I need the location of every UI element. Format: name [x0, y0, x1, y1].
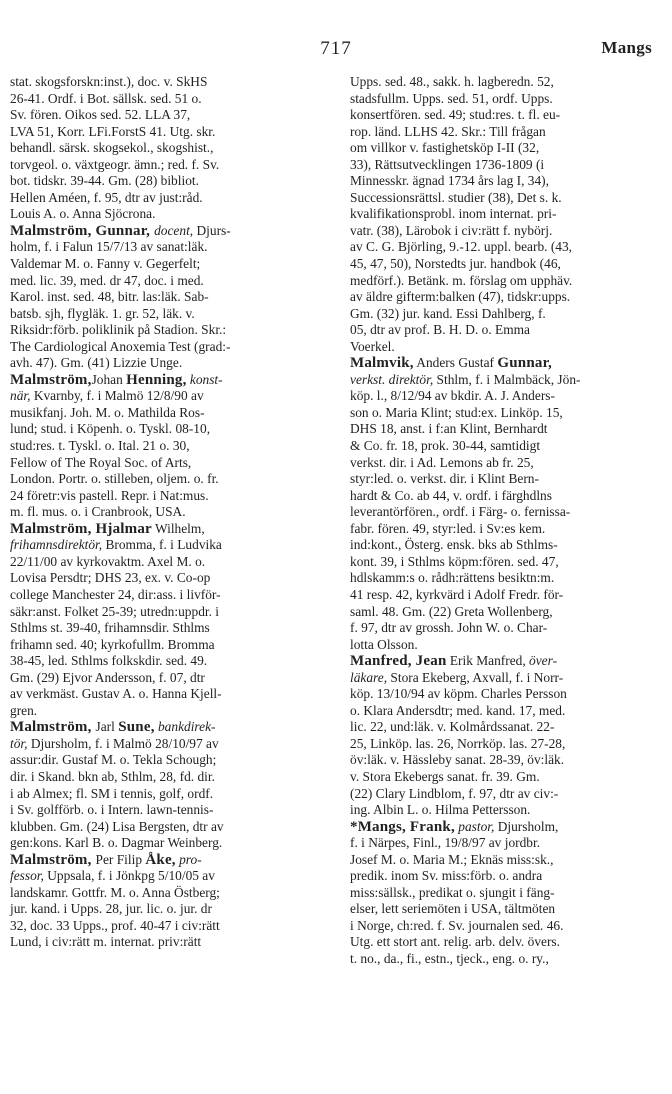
text-line — [10, 157, 310, 174]
entry-title-italic: bankdirek- — [154, 719, 216, 735]
text-line — [350, 173, 662, 190]
entry-text: The Cardiological Anoxemia Test (grad:- — [10, 338, 231, 354]
text-line — [10, 620, 310, 637]
text-line — [350, 421, 662, 438]
text-line — [10, 504, 310, 521]
text-line — [10, 239, 310, 256]
entry-text: f. 97, dtr av grossh. John W. o. Char- — [350, 620, 548, 636]
text-line — [10, 554, 310, 571]
entry-text: o. Klara Andersdtr; med. kand. 17, med. — [350, 702, 566, 718]
entry-headword: Åke, — [145, 851, 176, 868]
text-line — [10, 537, 310, 554]
text-line — [350, 521, 662, 538]
entry-text: hardt & Co. ab 44, v. ordf. i färghdlns — [350, 487, 552, 503]
text-line — [350, 703, 662, 720]
text-line — [350, 802, 662, 819]
text-line — [350, 537, 662, 554]
text-line — [350, 388, 662, 405]
entry-text: Upps. sed. 48., sakk. h. lagberedn. 52, — [350, 74, 554, 89]
entry-text: av verkmäst. Gustav A. o. Hanna Kjell- — [10, 686, 222, 702]
entry-text: Djursholm, — [494, 818, 559, 834]
entry-text: saml. 48. Gm. (22) Greta Wollenberg, — [350, 603, 553, 619]
entry-text: klubben. Gm. (24) Lisa Bergsten, dtr av — [10, 818, 224, 834]
entry-text: Johan — [91, 371, 127, 387]
text-line — [350, 885, 662, 902]
entry-title-italic: pastor, — [454, 818, 495, 834]
text-line — [10, 852, 310, 869]
text-line — [10, 637, 310, 654]
text-line — [350, 91, 662, 108]
text-line — [10, 206, 310, 223]
text-line — [350, 587, 662, 604]
entry-headword: Malmström, — [10, 719, 96, 736]
text-line — [10, 455, 310, 472]
entry-text: medförf.). Betänk. m. förslag om upphäv. — [350, 272, 573, 288]
entry-text: Gm. (32) jur. kand. Essi Dahlberg, f. — [350, 305, 546, 321]
entry-text: stud:res. t. Tyskl. o. Ital. 21 o. 30, — [10, 438, 190, 454]
entry-text: torvgeol. o. växtgeogr. ämn.; red. f. Sv. — [10, 156, 220, 172]
entry-text: vatr. (38), Lärobok i civ:rätt f. nybörj. — [350, 222, 553, 238]
entry-text: Voerkel. — [350, 338, 395, 354]
text-line — [350, 819, 662, 836]
entry-text: & Co. fr. 18, prok. 30-44, samtidigt — [350, 438, 541, 454]
text-line — [350, 124, 662, 141]
text-line — [10, 670, 310, 687]
text-line — [350, 570, 662, 587]
entry-text: i Sv. golfförb. o. i Intern. lawn-tennis- — [10, 802, 214, 818]
text-line — [350, 256, 662, 273]
text-line — [10, 719, 310, 736]
entry-text: Lund, i civ:rätt m. internat. priv:rätt — [10, 934, 202, 950]
text-line — [10, 835, 310, 852]
entry-title-italic: tör, — [10, 735, 28, 751]
entry-text: avh. 47). Gm. (41) Lizzie Unge. — [10, 355, 183, 371]
entry-text: Josef M. o. Maria M.; Eknäs miss:sk., — [350, 851, 554, 867]
text-line — [350, 769, 662, 786]
text-line — [350, 74, 662, 91]
left-column — [10, 74, 310, 951]
entry-title-italic: frihamnsdirektör, — [10, 537, 103, 553]
text-line — [10, 273, 310, 290]
text-line — [350, 868, 662, 885]
entry-headword: Malmström, — [10, 851, 96, 868]
entry-text: lic. 22, und:läk. v. Kolmårdssanat. 22- — [350, 719, 555, 735]
entry-headword: *Mangs, Frank, — [350, 818, 455, 835]
entry-text: Bromma, f. i Ludvika — [102, 537, 222, 553]
entry-text: gen:kons. Karl B. o. Dagmar Weinberg. — [10, 835, 223, 851]
text-line — [350, 951, 662, 968]
text-line — [10, 438, 310, 455]
entry-text: college Manchester 24, dir:ass. i livför- — [10, 586, 221, 602]
entry-text: batsb. sjh, flygläk. 1. gr. 52, läk. v. — [10, 305, 195, 321]
entry-text: Valdemar M. o. Fanny v. Gegerfelt; — [10, 256, 201, 272]
text-line — [350, 604, 662, 621]
text-line — [350, 157, 662, 174]
entry-headword: Gunnar, — [497, 355, 553, 372]
entry-text: 25, Linköp. las. 26, Norrköp. las. 27-28, — [350, 735, 566, 751]
entry-text: 45, 47, 50), Norstedts jur. handbok (46, — [350, 256, 561, 272]
text-line — [350, 686, 662, 703]
text-line — [10, 686, 310, 703]
text-line — [10, 802, 310, 819]
entry-text: Jarl — [95, 719, 119, 735]
entry-text: Gm. (29) Ejvor Andersson, f. 07, dtr — [10, 669, 205, 685]
entry-text: assur:dir. Gustaf M. o. Tekla Schough; — [10, 752, 217, 768]
entry-text: Djursholm, f. i Malmö 28/10/97 av — [27, 735, 219, 751]
text-line — [10, 124, 310, 141]
entry-text: stadsfullm. Upps. sed. 51, ordf. Upps. — [350, 90, 553, 106]
entry-text: 24 företr:vis pastell. Repr. i Nat:mus. — [10, 487, 209, 503]
entry-title-italic: pro- — [175, 851, 202, 867]
text-line — [350, 455, 662, 472]
entry-text: Lovisa Persdtr; DHS 23, ex. v. Co-op — [10, 570, 211, 586]
text-line — [10, 819, 310, 836]
entry-title-italic: läkare, — [350, 669, 388, 685]
entry-text: predik. inom Sv. miss:förb. o. andra — [350, 868, 543, 884]
text-line — [350, 223, 662, 240]
entry-text: frihamn sed. 40; kyrkofullm. Bromma — [10, 636, 215, 652]
entry-title-italic: fessor, — [10, 868, 44, 884]
text-line — [10, 769, 310, 786]
text-line — [350, 372, 662, 389]
entry-text: hdlskamm:s o. rådh:rättens besiktn:m. — [350, 570, 555, 586]
entry-text: Anders Gustaf — [413, 355, 498, 371]
entry-text: säkr:anst. Folket 25-39; utredn:uppdr. i — [10, 603, 220, 619]
text-line — [350, 835, 662, 852]
entry-text: t. no., da., fi., estn., tjeck., eng. o. ry., — [350, 950, 549, 966]
entry-headword: Malmström, Gunnar, — [10, 222, 155, 239]
text-line — [10, 918, 310, 935]
text-line — [10, 339, 310, 356]
entry-headword: Henning, — [126, 371, 187, 388]
entry-text: Uppsala, f. i Jönkpg 5/10/05 av — [43, 868, 215, 884]
text-line — [10, 868, 310, 885]
text-line — [350, 752, 662, 769]
page-number: 717 — [320, 38, 352, 59]
text-line — [350, 719, 662, 736]
entry-headword: Malmström, Hjalmar — [10, 520, 152, 537]
entry-text: 22/11/00 av kyrkovaktm. Axel M. o. — [10, 553, 206, 569]
text-line — [350, 107, 662, 124]
entry-text: 33), Rättsutvecklingen 1736-1809 (i — [350, 156, 545, 172]
text-line — [350, 322, 662, 339]
entry-text: dir. i Skand. bkn ab, Sthlm, 28, fd. dir. — [10, 768, 215, 784]
entry-text: Kvarnby, f. i Malmö 12/8/90 av — [30, 388, 204, 404]
entry-text: 05, dtr av prof. B. H. D. o. Emma — [350, 322, 531, 338]
entry-text: lund; stud. i Köpenh. o. Tyskl. 08-10, — [10, 421, 211, 437]
entry-text: jur. kand. i Upps. 28, jur. lic. o. jur. dr — [10, 901, 212, 917]
entry-text: Erik Manfred, — [446, 653, 530, 669]
entry-text: Sthlm, f. i Malmbäck, Jön- — [433, 371, 581, 387]
text-line — [10, 372, 310, 389]
entry-headword: Malmvik, — [350, 355, 414, 372]
running-head: Mangs — [601, 38, 652, 57]
entry-text: med. lic. 39, med. dr 47, doc. i med. — [10, 272, 204, 288]
text-line — [350, 736, 662, 753]
entry-text: ing. Albin L. o. Hilma Pettersson. — [350, 802, 531, 818]
text-line — [350, 355, 662, 372]
text-line — [10, 901, 310, 918]
entry-text: Louis A. o. Anna Sjöcrona. — [10, 206, 156, 222]
entry-text: av C. G. Björling, 9.-12. uppl. bearb. (43, — [350, 239, 573, 255]
text-line — [10, 471, 310, 488]
entry-text: Stora Ekeberg, Axvall, f. i Norr- — [387, 669, 564, 685]
entry-text: leverantörfören., ordf. i Färg- o. fernissa- — [350, 504, 571, 520]
entry-text: av äldre gifterm:balken (47), tidskr:upps. — [350, 289, 571, 305]
text-line — [10, 107, 310, 124]
entry-text: landskamr. Gottfr. M. o. Anna Östberg; — [10, 884, 220, 900]
text-line — [350, 289, 662, 306]
entry-text: styr:led. o. verkst. dir. i Klint Bern- — [350, 471, 539, 487]
entry-text: fabr. fören. 49, styr:led. i Sv:es kem. — [350, 520, 546, 536]
entry-text: Sthlms st. 39-40, frihamnsdir. Sthlms — [10, 620, 210, 636]
text-line — [350, 670, 662, 687]
entry-text: Minnesskr. ägnad 1734 års lag I, 34), — [350, 173, 549, 189]
entry-text: i ab Almex; fl. SM i tennis, golf, ordf. — [10, 785, 214, 801]
text-line — [10, 223, 310, 240]
entry-title-italic: över- — [529, 653, 558, 669]
text-line — [10, 786, 310, 803]
text-line — [10, 653, 310, 670]
text-line — [350, 306, 662, 323]
entry-text: bot. tidskr. 39-44. Gm. (28) bibliot. — [10, 173, 199, 189]
text-line — [350, 554, 662, 571]
entry-text: Fellow of The Royal Soc. of Arts, — [10, 454, 192, 470]
text-line — [350, 206, 662, 223]
text-line — [350, 786, 662, 803]
entry-text: 41 resp. 42, kyrkvärd i Adolf Fredr. för- — [350, 586, 564, 602]
text-line — [10, 570, 310, 587]
entry-text: köp. 13/10/94 av köpm. Charles Persson — [350, 686, 567, 702]
entry-text: rop. länd. LLHS 42. Skr.: Till frågan — [350, 123, 546, 139]
entry-text: kont. 39, i Sthlms köpm:fören. sed. 47, — [350, 553, 559, 569]
entry-text: öv:läk. v. Hässleby sanat. 28-39, öv:läk. — [350, 752, 565, 768]
entry-text: 38-45, led. Sthlms folkskdir. sed. 49. — [10, 653, 208, 669]
entry-text: Utg. ett stort ant. relig. arb. delv. övers. — [350, 934, 560, 950]
entry-text: behandl. särsk. skogsekol., skogshist., — [10, 140, 214, 156]
text-line — [10, 306, 310, 323]
entry-text: Riksidr:förb. poliklinik på Stadion. Skr.: — [10, 322, 227, 338]
entry-text: musikfanj. Joh. M. o. Mathilda Ros- — [10, 404, 205, 420]
text-line — [350, 471, 662, 488]
entry-text: verkst. dir. i Ad. Lemons ab fr. 25, — [350, 454, 534, 470]
text-line — [350, 653, 662, 670]
entry-text: kvalifikationsprobl. inom internat. pri- — [350, 206, 557, 222]
entry-title-italic: docent, — [154, 222, 194, 238]
text-line — [10, 289, 310, 306]
right-column — [350, 74, 662, 968]
entry-title-italic: när, — [10, 388, 31, 404]
text-line — [350, 918, 662, 935]
entry-text: om villkor v. fastighetsköp I-II (32, — [350, 140, 540, 156]
entry-text: LVA 51, Korr. LFi.ForstS 41. Utg. skr. — [10, 123, 216, 139]
entry-text: Sv. fören. Oikos sed. 52. LLA 37, — [10, 107, 191, 123]
text-line — [10, 488, 310, 505]
text-line — [10, 736, 310, 753]
entry-text: lotta Olsson. — [350, 636, 418, 652]
text-line — [350, 488, 662, 505]
text-line — [10, 256, 310, 273]
text-line — [10, 322, 310, 339]
text-line — [10, 388, 310, 405]
text-line — [10, 587, 310, 604]
text-line — [350, 140, 662, 157]
text-line — [10, 604, 310, 621]
text-line — [10, 405, 310, 422]
entry-headword: Malmström, — [10, 371, 92, 388]
text-line — [10, 190, 310, 207]
entry-text: i Norge, ch:red. f. Sv. journalen sed. 46. — [350, 917, 564, 933]
text-line — [350, 901, 662, 918]
entry-text: miss:sällsk., predikat o. sjungit i fäng- — [350, 884, 555, 900]
entry-text: (22) Clary Lindblom, f. 97, dtr av civ:- — [350, 785, 559, 801]
text-line — [350, 190, 662, 207]
text-line — [350, 852, 662, 869]
entry-title-italic: verkst. direktör, — [350, 371, 434, 387]
entry-text: son o. Maria Klint; stud:ex. Linköp. 15, — [350, 404, 563, 420]
text-line — [10, 91, 310, 108]
entry-text: v. Stora Ekebergs sanat. fr. 39. Gm. — [350, 768, 540, 784]
entry-text: 32, doc. 33 Upps., prof. 40-47 i civ:rätt — [10, 917, 220, 933]
text-line — [350, 239, 662, 256]
text-line — [350, 504, 662, 521]
text-line — [10, 703, 310, 720]
entry-text: konsertfören. sed. 49; stud:res. t. fl. eu- — [350, 107, 561, 123]
text-line — [350, 273, 662, 290]
text-line — [350, 405, 662, 422]
entry-text: m. fl. mus. o. i Cranbrook, USA. — [10, 504, 186, 520]
entry-headword: Sune, — [118, 719, 155, 736]
text-line — [10, 355, 310, 372]
entry-text: holm, f. i Falun 15/7/13 av sanat:läk. — [10, 239, 208, 255]
text-line — [350, 637, 662, 654]
entry-text: Per Filip — [95, 851, 146, 867]
text-line — [10, 421, 310, 438]
text-line — [350, 339, 662, 356]
entry-text: elser, lett seriemöten i USA, tältmöten — [350, 901, 556, 917]
entry-headword: Manfred, Jean — [350, 653, 447, 670]
text-line — [10, 140, 310, 157]
entry-text: f. i Närpes, Finl., 19/8/97 av jordbr. — [350, 835, 541, 851]
text-line — [350, 438, 662, 455]
text-line — [350, 934, 662, 951]
entry-text: Djurs- — [193, 222, 231, 238]
text-line — [10, 173, 310, 190]
entry-text: Successionsrättsl. studier (38), Det s. k. — [350, 189, 562, 205]
entry-text: stat. skogsforskn:inst.), doc. v. SkHS — [10, 74, 208, 89]
entry-text: köp. l., 8/12/94 av bkdir. A. J. Anders- — [350, 388, 555, 404]
entry-text: Wilhelm, — [151, 520, 205, 536]
entry-text: gren. — [10, 702, 38, 718]
text-line — [10, 752, 310, 769]
entry-text: DHS 18, anst. i f:an Klint, Bernhardt — [350, 421, 548, 437]
text-line — [10, 521, 310, 538]
entry-text: Hellen Améen, f. 95, dtr av just:råd. — [10, 189, 203, 205]
entry-text: 26-41. Ordf. i Bot. sällsk. sed. 51 o. — [10, 90, 202, 106]
text-line — [10, 74, 310, 91]
text-line — [350, 620, 662, 637]
entry-text: Karol. inst. sed. 48, bitr. las:läk. Sab- — [10, 289, 209, 305]
entry-text: ind:kont., Österg. ensk. bks ab Sthlms- — [350, 537, 558, 553]
text-line — [10, 885, 310, 902]
entry-text: London. Portr. o. stilleben, oljem. o. fr. — [10, 471, 219, 487]
text-line — [10, 934, 310, 951]
entry-title-italic: konst- — [186, 371, 223, 387]
